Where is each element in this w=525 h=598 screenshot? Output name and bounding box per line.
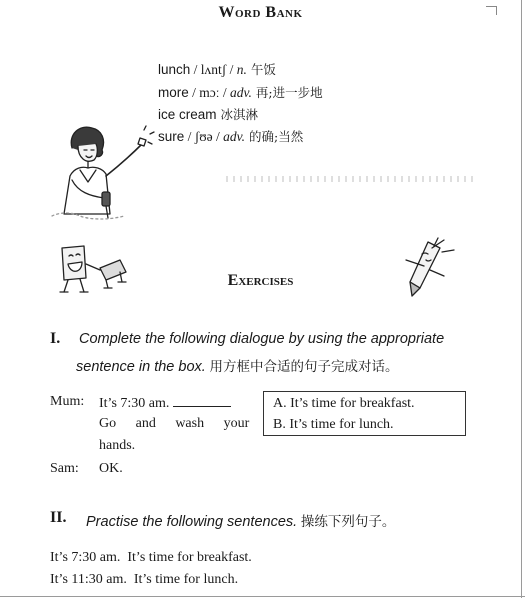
option-text: It’s time for breakfast. <box>290 396 415 411</box>
option-text: It’s time for lunch. <box>289 417 394 432</box>
vocab-word: lunch <box>158 62 191 77</box>
option-b[interactable] <box>273 417 394 433</box>
option-a[interactable] <box>273 396 415 412</box>
part-1-numeral: I. <box>50 330 61 347</box>
part-1-instruction-cn: 用方框中合适的句子完成对话。 <box>205 359 399 374</box>
vocab-meaning: 午饭 <box>246 62 276 77</box>
vocab-pronunciation: / lʌntʃ / <box>190 62 237 77</box>
page-frame-bottom <box>0 596 525 597</box>
page-frame-right <box>521 0 522 598</box>
vocab-part-of-speech: adv. <box>230 85 252 100</box>
vocab-word: sure <box>158 129 185 144</box>
part-2-instruction-en: Practise the following sentences. <box>86 514 298 530</box>
vocab-entry-sure <box>158 127 303 145</box>
part-1-instruction-en: sentence in the box. <box>76 359 206 375</box>
answer-blank[interactable] <box>173 394 231 407</box>
vocab-entry-ice-cream <box>158 105 258 123</box>
vocab-pronunciation: / ʃʊə / <box>184 129 224 144</box>
exercises-title: Exercises <box>227 272 294 289</box>
dialogue-mum-text: It’s 7:30 am. <box>99 396 170 411</box>
word-bank-title: Word Bank <box>218 4 303 21</box>
vocab-meaning: 的确;当然 <box>245 129 304 144</box>
vocab-entry-more <box>158 83 323 101</box>
dialogue-mum-line-3: hands. <box>99 438 136 453</box>
dialogue-mum-line-1 <box>99 394 231 412</box>
part-2-numeral: II. <box>50 509 67 526</box>
vocab-entry-lunch <box>158 60 276 78</box>
part-1-instruction-line-2 <box>76 355 399 375</box>
vocab-word: ice cream <box>158 107 217 122</box>
vocab-part-of-speech: adv. <box>223 129 246 144</box>
faint-dotted-line <box>226 176 476 182</box>
option-letter: A. <box>273 396 287 411</box>
vocab-part-of-speech: n. <box>236 62 247 77</box>
dialogue-speaker-sam: Sam: <box>50 461 79 476</box>
dialogue-sam-line: OK. <box>99 461 123 476</box>
practice-sentence-2: It’s 11:30 am. It’s time for lunch. <box>50 572 239 587</box>
vocab-meaning: 冰淇淋 <box>216 107 258 122</box>
presenter-woman-illustration <box>50 118 162 230</box>
dialogue-mum-line-2: Go and wash your <box>99 416 250 431</box>
option-letter: B. <box>273 417 286 432</box>
part-2-instruction-cn: 操练下列句子。 <box>297 514 396 529</box>
vocab-word: more <box>158 85 189 100</box>
part-1-instruction-line-1: Complete the following dialogue by using the appropriate <box>79 331 445 347</box>
dialogue-speaker-mum: Mum: <box>50 394 85 409</box>
vocab-pronunciation: / mɔː / <box>188 85 231 100</box>
part-2-instruction <box>86 510 395 530</box>
practice-sentence-1: It’s 7:30 am. It’s time for breakfast. <box>50 550 252 565</box>
vocab-meaning: 再;进一步地 <box>251 85 323 100</box>
